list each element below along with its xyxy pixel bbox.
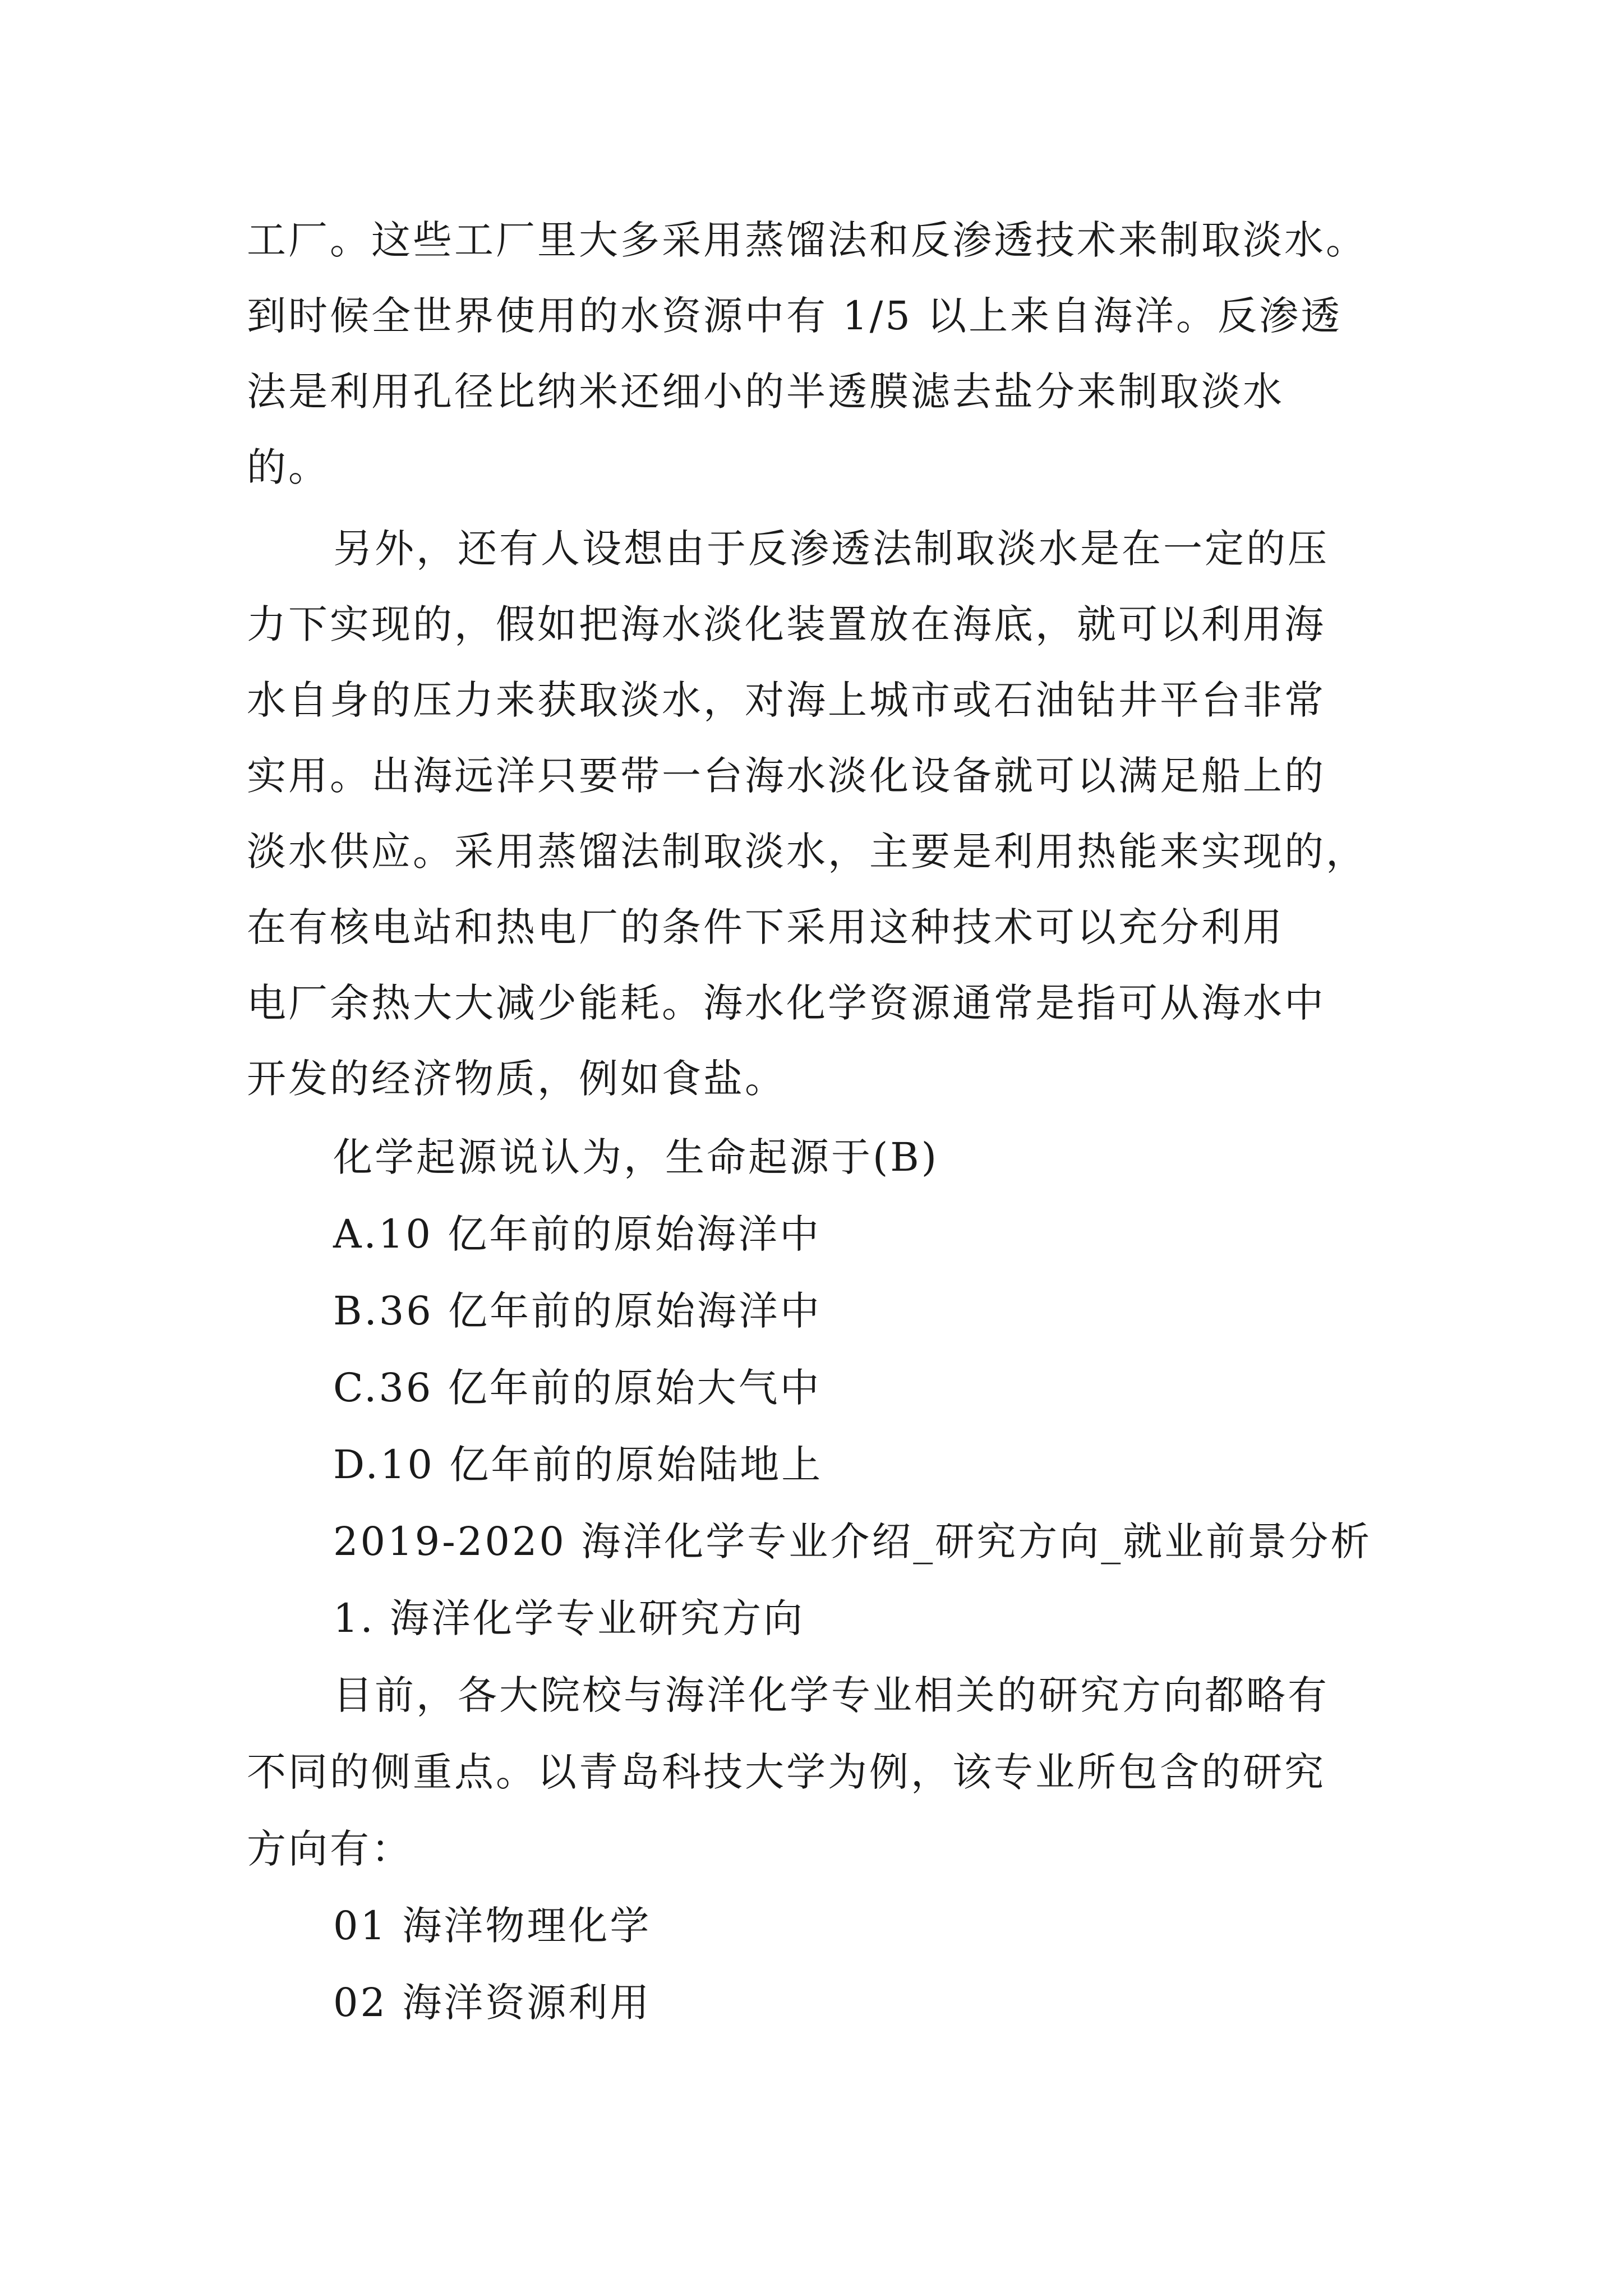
paragraph-line: 实用。出海远洋只要带一台海水淡化设备就可以满足船上的 bbox=[247, 753, 1326, 799]
subsection-heading: 1. 海洋化学专业研究方向 bbox=[333, 1595, 805, 1641]
paragraph-line: 水自身的压力来获取淡水，对海上城市或石油钻井平台非常 bbox=[247, 677, 1326, 723]
paragraph-line: 目前，各大院校与海洋化学专业相关的研究方向都略有 bbox=[333, 1672, 1329, 1718]
paragraph-line: 在有核电站和热电厂的条件下采用这种技术可以充分利用 bbox=[247, 904, 1284, 950]
paragraph-line: 法是利用孔径比纳米还细小的半透膜滤去盐分来制取淡水 bbox=[247, 369, 1284, 415]
list-item: 02 海洋资源利用 bbox=[333, 1980, 652, 2026]
list-item: 01 海洋物理化学 bbox=[333, 1903, 652, 1949]
paragraph-line: 工厂。这些工厂里大多采用蒸馏法和反渗透技术来制取淡水。 bbox=[247, 217, 1367, 263]
paragraph-line: 开发的经济物质，例如食盐。 bbox=[247, 1056, 786, 1102]
paragraph-line: 电厂余热大大减少能耗。海水化学资源通常是指可从海水中 bbox=[247, 980, 1326, 1026]
section-title: 2019-2020 海洋化学专业介绍_研究方向_就业前景分析 bbox=[333, 1519, 1372, 1565]
paragraph-line: 到时候全世界使用的水资源中有 1/5 以上来自海洋。反渗透 bbox=[247, 293, 1343, 339]
paragraph-line: 不同的侧重点。以青岛科技大学为例，该专业所包含的研究 bbox=[247, 1749, 1326, 1795]
paragraph-line: 淡水供应。采用蒸馏法制取淡水，主要是利用热能来实现的， bbox=[247, 829, 1367, 875]
paragraph-line: 方向有： bbox=[247, 1826, 413, 1872]
option-b: B.36 亿年前的原始海洋中 bbox=[333, 1288, 822, 1334]
option-c: C.36 亿年前的原始大气中 bbox=[333, 1365, 822, 1411]
question-text: 化学起源说认为，生命起源于(B) bbox=[333, 1134, 939, 1180]
option-a: A.10 亿年前的原始海洋中 bbox=[333, 1211, 822, 1257]
paragraph-line: 力下实现的，假如把海水淡化装置放在海底，就可以利用海 bbox=[247, 601, 1326, 647]
paragraph-line: 另外，还有人设想由于反渗透法制取淡水是在一定的压 bbox=[333, 526, 1329, 572]
paragraph-line: 的。 bbox=[247, 444, 330, 490]
option-d: D.10 亿年前的原始陆地上 bbox=[333, 1442, 823, 1488]
